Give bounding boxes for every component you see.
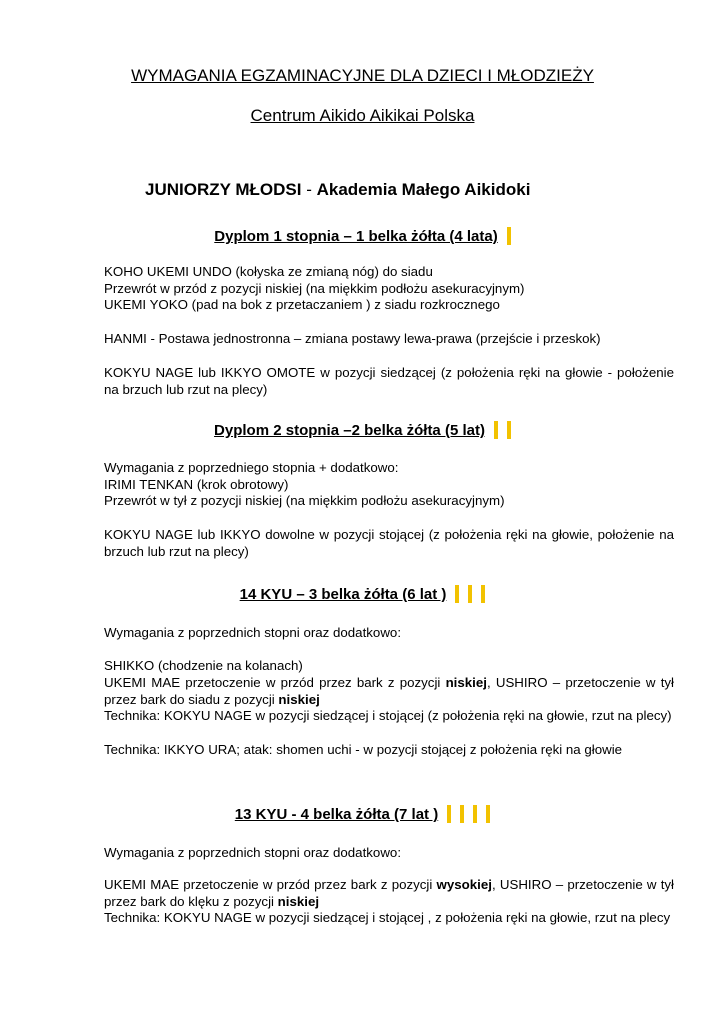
ukemi-text-b: , USHIRO – przetoczenie w tył przez bark do siadu z pozycji <box>104 675 674 707</box>
document-subtitle: Centrum Aikido Aikikai Polska <box>250 106 475 125</box>
ukemi-bold-1: wysokiej <box>436 877 492 892</box>
belt-stripe <box>507 421 511 439</box>
text-line: Przewrót w tył z pozycji niskiej (na miękkim podłożu asekuracyjnym) <box>104 493 505 508</box>
belt-stripe <box>468 585 472 603</box>
text-line: IRIMI TENKAN (krok obrotowy) <box>104 476 289 492</box>
level-3-heading-row <box>0 585 725 605</box>
level-3-intro: Wymagania z poprzednich stopni oraz dodatkowo: <box>104 625 402 640</box>
level-1-heading-row <box>0 227 725 247</box>
level-4-intro: Wymagania z poprzednich stopni oraz dodatkowo: <box>104 845 402 860</box>
text-line: Przewrót w przód z pozycji niskiej (na miękkim podłożu asekuracyjnym) <box>104 280 525 296</box>
belt-stripe <box>447 805 451 823</box>
level-4-ukemi <box>104 877 674 910</box>
level-1-heading: Dyplom 1 stopnia – 1 belka żółta (4 lata) <box>214 228 498 245</box>
belt-stripe <box>473 805 477 823</box>
level-3-belt-stripes <box>446 585 485 605</box>
level-3-heading: 14 KYU – 3 belka żółta (6 lat ) <box>239 586 447 603</box>
belt-stripe <box>507 227 511 245</box>
level-4-technika-1: Technika: KOKYU NAGE w pozycji siedzącej i stojącej , z położenia ręki na głowie, rzut na plecy <box>104 910 671 925</box>
level-4-heading-row <box>0 805 725 825</box>
level-4-belt-stripes <box>438 805 490 825</box>
section-title <box>145 180 530 200</box>
level-2-belt-stripes <box>485 421 511 441</box>
level-2-block-1 <box>104 460 674 510</box>
level-3-technika-1: Technika: KOKYU NAGE w pozycji siedzącej i stojącej (z położenia ręki na głowie, rzut na plecy) <box>104 708 672 723</box>
belt-stripe <box>455 585 459 603</box>
text-line: Wymagania z poprzedniego stopnia + dodatkowo: <box>104 460 399 475</box>
ukemi-text-a: UKEMI MAE przetoczenie w przód przez bark z pozycji <box>104 675 446 690</box>
ukemi-bold-2: niskiej <box>277 893 320 909</box>
ukemi-text-b: , USHIRO – przetoczenie w tył przez bark do klęku z pozycji <box>104 877 674 909</box>
level-4-heading: 13 KYU - 4 belka żółta (7 lat ) <box>234 806 439 823</box>
section-title-suffix: Akademia Małego Aikidoki <box>316 180 531 199</box>
section-title-prefix: JUNIORZY MŁODSI <box>145 180 302 199</box>
level-1-block-2: HANMI - Postawa jednostronna – zmiana postawy lewa-prawa (przejście i przeskok) <box>104 331 601 346</box>
level-2-heading-row <box>0 421 725 441</box>
ukemi-text-a: UKEMI MAE przetoczenie w przód przez bark z pozycji <box>104 877 437 892</box>
belt-stripe <box>486 805 490 823</box>
text-line: KOHO UKEMI UNDO (kołyska ze zmianą nóg) do siadu <box>104 264 433 279</box>
document-title: WYMAGANIA EGZAMINACYJNE DLA DZIECI I MŁODZIEŻY <box>131 66 594 85</box>
level-3-technika-2: Technika: IKKYO URA; atak: shomen uchi - w pozycji stojącej z położenia ręki na głowie <box>104 742 623 757</box>
level-2-heading: Dyplom 2 stopnia –2 belka żółta (5 lat) <box>214 422 485 439</box>
level-1-belt-stripes <box>498 227 511 247</box>
level-3-shikko: SHIKKO (chodzenie na kolanach) <box>104 658 303 673</box>
level-1-block-3: KOKYU NAGE lub IKKYO OMOTE w pozycji siedzącej (z położenia ręki na głowie - położenie na brzuch lub rzut na plecy) <box>104 365 674 397</box>
level-2-block-2: KOKYU NAGE lub IKKYO dowolne w pozycji stojącej (z położenia ręki na głowie, położenie na brzuch lub rzut na plecy) <box>104 527 674 559</box>
belt-stripe <box>481 585 485 603</box>
level-1-block-1 <box>104 264 674 314</box>
belt-stripe <box>494 421 498 439</box>
ukemi-bold-1: niskiej <box>445 675 487 690</box>
ukemi-bold-2: niskiej <box>278 691 320 707</box>
text-line: UKEMI YOKO (pad na bok z przetaczaniem ) z siadu rozkrocznego <box>104 297 500 312</box>
level-3-ukemi <box>104 675 674 708</box>
section-title-separator: - <box>301 180 317 199</box>
belt-stripe <box>460 805 464 823</box>
